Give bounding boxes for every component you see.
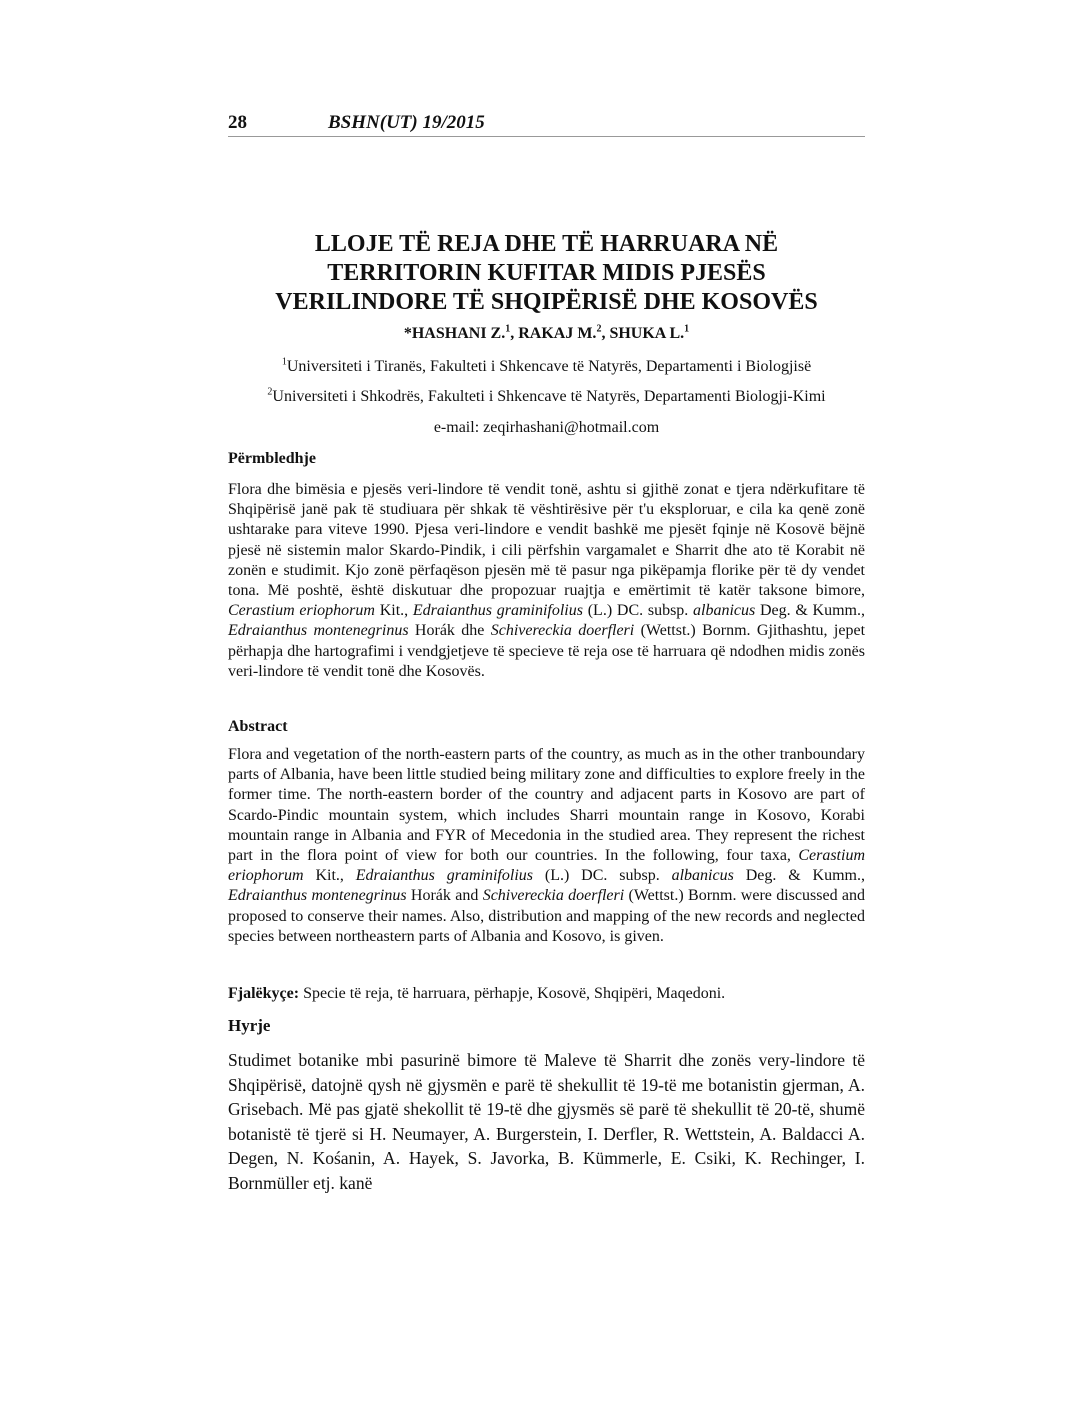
text-run: Flora and vegetation of the north-eastern parts of the country, as much as in the other tranboundary parts of Albania, have been little studied being military zone and difficulties to explore freely in the former time. The north-eastern border of the country and adjacent parts in Kosovo are part of Scardo-Pindic mountain system, which includes Sharri mountain range in Kosovo, Korabi mountain range in Albania and FYR of Mecedonia in the studied area. They represent the richest part in the flora point of view for both our countries. In the following, four taxa, bbox=[228, 746, 865, 865]
affiliation-text: Universiteti i Tiranës, Fakulteti i Shkencave të Natyrës, Departamenti i Biologjisë bbox=[286, 358, 812, 375]
species-name: Schivereckia doerfleri bbox=[490, 622, 635, 640]
affiliation-marker: 2 bbox=[596, 323, 602, 335]
affiliation-marker: 1 bbox=[281, 356, 287, 368]
species-name: albanicus bbox=[671, 867, 734, 885]
page-number: 28 bbox=[228, 112, 247, 133]
text-run: Kit., bbox=[374, 602, 413, 620]
author-separator: , bbox=[601, 325, 610, 342]
species-name: Edraianthus montenegrinus bbox=[228, 887, 407, 905]
species-name: Edraianthus montenegrinus bbox=[228, 622, 409, 640]
title-line: VERILINDORE TË SHQIPËRISË DHE KOSOVËS bbox=[275, 289, 818, 315]
keywords-text: Specie të reja, të harruara, përhapje, Kosovë, Shqipëri, Maqedoni. bbox=[299, 985, 726, 1002]
text-run: (Wettst.) Bornm. were discussed and proposed to conserve their names. Also, distribution and mapping of the new records and neglected species between northeastern parts of Albania and Kosovo, is given. bbox=[228, 887, 866, 945]
author-name: RAKAJ M. bbox=[518, 325, 597, 342]
text-run: Kit., bbox=[303, 867, 356, 885]
section-heading-abstract: Abstract bbox=[228, 718, 288, 735]
author-name: SHUKA L. bbox=[609, 325, 685, 342]
affiliation-marker: 1 bbox=[505, 323, 511, 335]
affiliation-marker: 2 bbox=[267, 386, 273, 398]
keywords-label: Fjalëkyçe: bbox=[228, 985, 300, 1002]
title-line: LLOJE TË REJA DHE TË HARRUARA NË bbox=[314, 231, 779, 257]
species-name: Schivereckia doerfleri bbox=[482, 887, 625, 905]
author-list bbox=[228, 325, 865, 343]
text-run: Horák dhe bbox=[408, 622, 491, 640]
paper-title bbox=[228, 230, 865, 317]
section-heading-hyrje: Hyrje bbox=[228, 1016, 271, 1035]
running-header bbox=[228, 108, 865, 137]
text-run: Deg. & Kumm., bbox=[755, 602, 865, 620]
title-line: TERRITORIN KUFITAR MIDIS PJESËS bbox=[327, 260, 766, 286]
author-name: *HASHANI Z. bbox=[403, 325, 506, 342]
affiliation-2 bbox=[228, 388, 865, 406]
permbledhje-paragraph bbox=[228, 480, 865, 682]
affiliation-text: Universiteti i Shkodrës, Fakulteti i Shkencave të Natyrës, Departamenti Biologji-Kimi bbox=[272, 388, 826, 405]
text-run: Deg. & Kumm., bbox=[733, 867, 865, 885]
text-run: Flora dhe bimësia e pjesës veri-lindore të vendit tonë, ashtu si gjithë zonat e tjera ndërkufitare të Shqipërisë janë pak të studiuara për shkak të vështirësive për t'u eksploruar, e cila ka qenë zonë ushtarake para viteve 1990. Pjesa veri-lindore e vendit bashkë me pjesët fqinje në Kosovë bëjnë pjesë në sistemin malor Skardo-Pindik, i cili përfshin vargamalet e Sharrit dhe ato të Korabit në zonën e studimit. Kjo zonë përfaqëson pjesën më të pasur nga pikëpamja florike për të dy vendet tona. Më poshtë, është diskutuar dhe propozuar ruajtja e emërtimit të katër taksone bimore, bbox=[228, 481, 865, 600]
abstract-paragraph bbox=[228, 745, 865, 947]
keywords-line bbox=[228, 985, 865, 1003]
species-name: Edraianthus graminifolius bbox=[412, 602, 583, 620]
affiliation-1 bbox=[228, 358, 865, 376]
hyrje-paragraph: Studimet botanike mbi pasurinë bimore të Maleve të Sharrit dhe zonës very-lindore të Shqipërisë, datojnë qysh në gjysmën e parë të shekullit të 19-të me botanistin gjerman, A. Grisebach. Më pas gjatë shekollit të 19-të dhe gjysmës së parë të shekullit të 20-të, shumë botanistë të tjerë si H. Neumayer, A. Burgerstein, I. Derfler, R. Wettstein, A. Baldacci A. Degen, N. Kośanin, A. Hayek, S. Javorka, B. Kümmerle, E. Csiki, K. Rechinger, I. Bornmüller etj. kanë bbox=[228, 1050, 865, 1193]
journal-citation: BSHN(UT) 19/2015 bbox=[328, 112, 485, 133]
species-name: albanicus bbox=[693, 602, 756, 620]
species-name: Cerastium eriophorum bbox=[228, 847, 865, 885]
species-name: Cerastium eriophorum bbox=[228, 602, 375, 620]
species-name: Edraianthus graminifolius bbox=[355, 867, 533, 885]
author-separator: , bbox=[510, 325, 519, 342]
text-run: (L.) DC. subsp. bbox=[533, 867, 672, 885]
text-run: (L.) DC. subsp. bbox=[582, 602, 694, 620]
contact-email: e-mail: zeqirhashani@hotmail.com bbox=[433, 419, 660, 436]
affiliation-marker: 1 bbox=[684, 323, 690, 335]
section-heading-permbledhje: Përmbledhje bbox=[228, 450, 316, 467]
text-run: Horák and bbox=[406, 887, 483, 905]
text-run: (Wettst.) Bornm. Gjithashtu, jepet përhapja dhe hartografimi i vendgjetjeve të specieve të reja ose të harruara që ndodhen midis zonës veri-lindore të vendit tonë dhe Kosovës. bbox=[228, 622, 866, 680]
